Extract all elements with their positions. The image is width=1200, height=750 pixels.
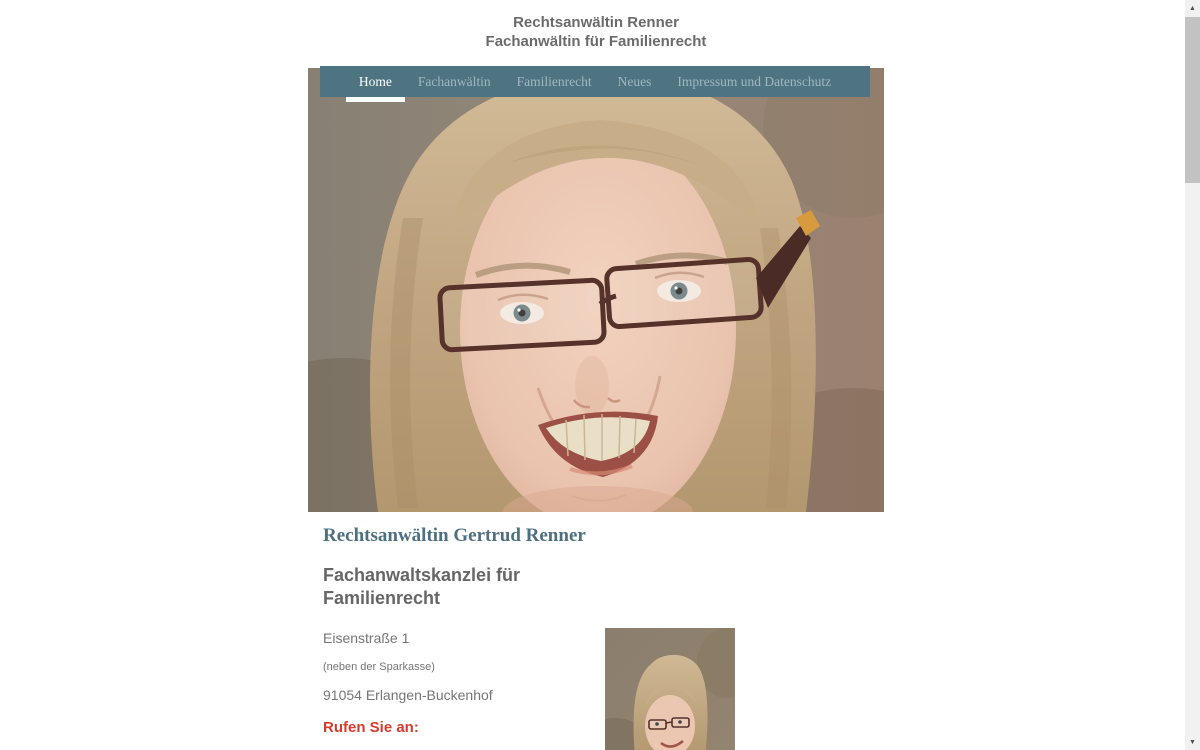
scroll-down-icon[interactable]: ▼	[1189, 738, 1196, 746]
main-portrait-illustration	[308, 68, 884, 512]
nav-item-familienrecht[interactable]: Familienrecht	[516, 74, 592, 89]
scroll-up-icon[interactable]: ▲	[1189, 4, 1196, 12]
address-street: Eisenstraße 1	[323, 630, 410, 646]
small-portrait-photo	[605, 628, 735, 750]
nav-item-impressum-datenschutz[interactable]: Impressum und Datenschutz	[677, 74, 832, 89]
address-city: 91054 Erlangen-Buckenhof	[323, 687, 493, 703]
main-navigation	[320, 66, 870, 97]
address-note: (neben der Sparkasse)	[323, 661, 435, 673]
site-title-line2: Fachanwältin für Familienrecht	[485, 33, 707, 50]
nav-item-neues[interactable]: Neues	[617, 74, 652, 89]
page-subheading	[323, 564, 520, 610]
subheading-line2: Familienrecht	[323, 588, 441, 608]
vertical-scrollbar[interactable]	[1185, 0, 1200, 750]
nav-item-fachanwaeltin[interactable]: Fachanwältin	[417, 74, 491, 89]
small-portrait-illustration	[605, 628, 735, 750]
call-to-action-text: Rufen Sie an:	[323, 719, 419, 736]
nav-item-home[interactable]: Home	[346, 66, 405, 97]
main-portrait-photo	[308, 68, 884, 512]
site-title-line1: Rechtsanwältin Renner	[513, 14, 679, 31]
scrollbar-thumb[interactable]	[1185, 17, 1200, 183]
page-heading: Rechtsanwältin Gertrud Renner	[323, 525, 586, 546]
subheading-line1: Fachanwaltskanzlei für	[323, 565, 521, 585]
site-title	[308, 13, 884, 51]
